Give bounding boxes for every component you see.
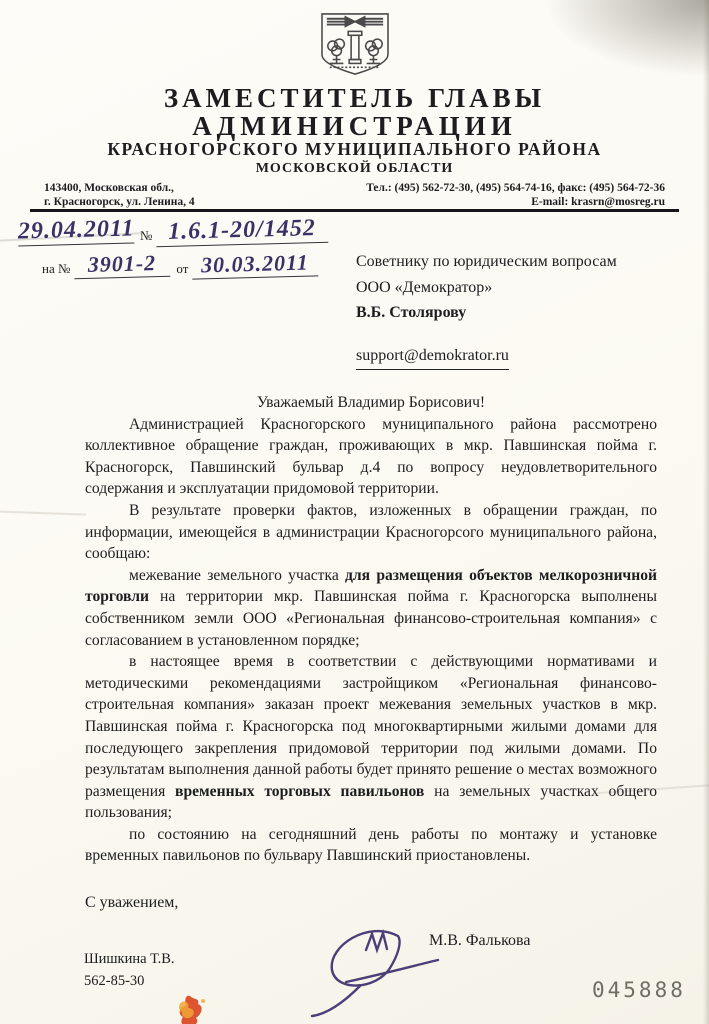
handwritten-incoming-date: 30.03.2011 — [192, 251, 319, 279]
scan-corner-shadow — [539, 0, 709, 80]
recipient-organization: ООО «Демократор» — [356, 278, 493, 296]
org-contacts — [366, 182, 665, 209]
letter-body — [85, 392, 657, 867]
ink-stain — [170, 992, 214, 1024]
paragraph-2: В результате проверки фактов, изложенных в обращении граждан, по информации, имеющейся в администрации Красногорсого муниципального района, сообщаю: — [85, 501, 657, 563]
from-label: от — [176, 261, 189, 276]
closing-phrase: С уважением, — [85, 894, 179, 911]
org-title-line2: АДМИНИСТРАЦИИ — [192, 111, 517, 141]
paragraph-3 — [85, 565, 657, 651]
paragraph-4 — [85, 651, 657, 824]
org-title-line4: МОСКОВСКОЙ ОБЛАСТИ — [255, 161, 454, 176]
org-title-line3: КРАСНОГОРСКОГО МУНИЦИПАЛЬНОГО РАЙОНА — [107, 139, 602, 159]
number-sign-label: № — [140, 228, 153, 243]
text-segment: на территории мкр. Павшинская пойма г. Красногорска выполнены собственником земли ООО «Региональная финансово-строительная компания» с согласованием в установленном порядке; — [85, 588, 657, 649]
letterhead-divider — [30, 209, 679, 212]
paragraph-1: Администрацией Красногорского муниципального района рассмотрено коллективное обращение граждан, проживающих в мкр. Павшинская пойма г. Красногорск, Павшинский бульвар д.4 по вопросу неудовлетворительного содержания и эксплуатации придомовой территории. — [85, 415, 657, 498]
executor-name: Шишкина Т.В. — [84, 951, 175, 967]
signer-name: М.В. Фалькова — [429, 932, 531, 949]
handwritten-outgoing-number: 1.6.1-20/1452 — [156, 216, 329, 247]
bold-text-segment: для размещения объектов мелкорозничной торговли — [85, 566, 657, 606]
org-email-line: E-mail: krasrn@mosreg.ru — [531, 195, 665, 208]
org-address-line1: 143400, Московская обл., — [44, 182, 174, 194]
handwritten-outgoing-date: 29.04.2011 — [17, 215, 135, 245]
paper-crease — [0, 510, 86, 515]
text-segment: в настоящее время в соответствии с действующими нормативами и методическими рекомендациями застройщиком «Региональная финансово-строительная компания» заказан проект межевания земельных участков в мкр. Павшинская пойма г. Красногорска под многоквартирными жилыми домами для последующего закрепления придомовой территории под жилыми домами. По результатам выполнения данной работы будет принято решение о местах возможного размещения — [85, 653, 657, 800]
text-segment: на земельных участках общего пользования; — [85, 782, 658, 822]
reply-to-label: на № — [42, 261, 71, 276]
executor-block — [84, 948, 175, 992]
paragraph-5: по состоянию на сегодняшний день работы по монтажу и установке временных павильонов по бульвару Павшинский приостановлены. — [85, 825, 657, 865]
org-address — [44, 182, 195, 209]
text-segment: межевание земельного участка — [129, 566, 345, 584]
recipient-email: support@demokrator.ru — [356, 343, 509, 371]
org-address-line2: г. Красногорск, ул. Ленина, 4 — [44, 195, 195, 208]
incoming-reference-row — [36, 249, 318, 278]
greeting: Уважаемый Владимир Борисович! — [256, 394, 486, 411]
registration-stamp-number: 045888 — [592, 978, 686, 1002]
outgoing-reference-row — [17, 215, 328, 245]
coat-of-arms-icon — [316, 11, 394, 77]
org-phone-line: Тел.: (495) 562-72-30, (495) 564-74-16, факс: (495) 564-72-36 — [366, 182, 665, 194]
handwritten-incoming-number: 3901-2 — [74, 252, 171, 280]
executor-phone: 562-85-30 — [84, 973, 145, 989]
recipient-block — [356, 249, 661, 370]
recipient-position: Советнику по юридическим вопросам — [356, 253, 617, 270]
org-title-line1: ЗАМЕСТИТЕЛЬ ГЛАВЫ — [163, 83, 546, 113]
recipient-name: В.Б. Столярову — [356, 304, 467, 321]
bold-text-segment: временных торговых павильонов — [175, 782, 425, 800]
